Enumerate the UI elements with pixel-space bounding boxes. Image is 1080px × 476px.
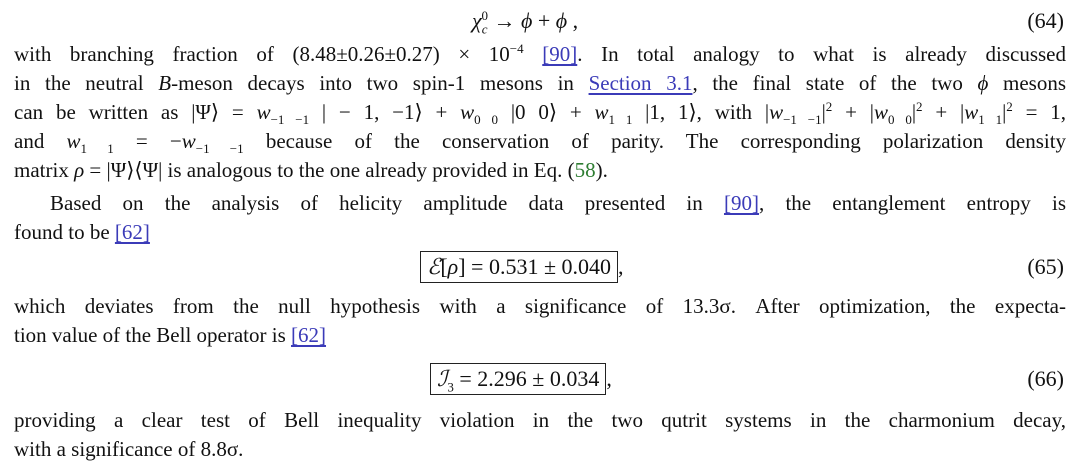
paragraph-line: and $w_{1 1} = -w_{-1 -1}$ because of the conservation of parity. The corresponding polarization density — [14, 129, 1067, 157]
paragraph-line: tion value of the Bell operator is [62] — [14, 323, 327, 347]
equation-66: ℐ$_3$ = 2.296 ± 0.034 , (66) — [0, 362, 1080, 396]
equation-65: ℰ[ρ] = 0.531 ± 0.040 , (65) — [0, 250, 1080, 284]
paragraph-line: in the neutral B-meson decays into two spin-1 mesons in Section 3.1, the final state of the two ϕ mesons — [14, 71, 1067, 95]
paragraph-line: found to be [62] — [14, 220, 150, 244]
paragraph-line: with a significance of 8.8σ. — [14, 437, 244, 461]
citation-link[interactable]: [62] — [291, 323, 327, 347]
boxed-result: ℰ[ρ] = 0.531 ± 0.040 — [420, 251, 618, 283]
equation-number: (64) — [1027, 8, 1064, 33]
paragraph-line: which deviates from the null hypothesis with a significance of 13.3σ. After optimization, the expecta- — [14, 294, 1066, 318]
paragraph-line: Based on the analysis of helicity amplitude data presented in [90], the entanglement entropy is — [50, 191, 1067, 215]
citation-link[interactable]: [90] — [723, 191, 759, 215]
boxed-result: ℐ$_3$ = 2.296 ± 0.034 — [430, 363, 606, 395]
equation-number: (66) — [1027, 366, 1064, 391]
equation-64 — [0, 4, 1080, 38]
citation-link[interactable]: [90] — [542, 42, 578, 66]
citation-link[interactable]: [62] — [114, 220, 150, 244]
paragraph-line: with branching fraction of $(8.48\pm 0.26\pm 0.27) \times 10^{-4}$ [90]. In total analogy to what is already discussed — [14, 41, 1066, 66]
paragraph-line: providing a clear test of Bell inequality violation in the two qutrit systems in the charmonium decay, — [14, 408, 1066, 432]
paragraph-line: can be written as |Ψ⟩ = $w_{-1 -1}$ | − 1, −1⟩ + $w_{0 0}$ |0 0⟩ + $w_{1 1}$ |1, 1⟩, with $|w_{-1 -1}|^2 + |w_{0 0}|^2 + |w_{1 1}|^2 = 1$, — [14, 99, 1067, 128]
equation-number: (65) — [1027, 254, 1064, 279]
paragraph-line: matrix ρ = |Ψ⟩⟨Ψ| is analogous to the one already provided in Eq. (58). — [14, 158, 608, 182]
equation-64-body: $\chi_c^0 \to \phi + \phi$ , — [472, 7, 579, 37]
equation-ref-link[interactable]: 58 — [574, 158, 596, 182]
section-link[interactable]: Section 3.1 — [588, 71, 693, 95]
